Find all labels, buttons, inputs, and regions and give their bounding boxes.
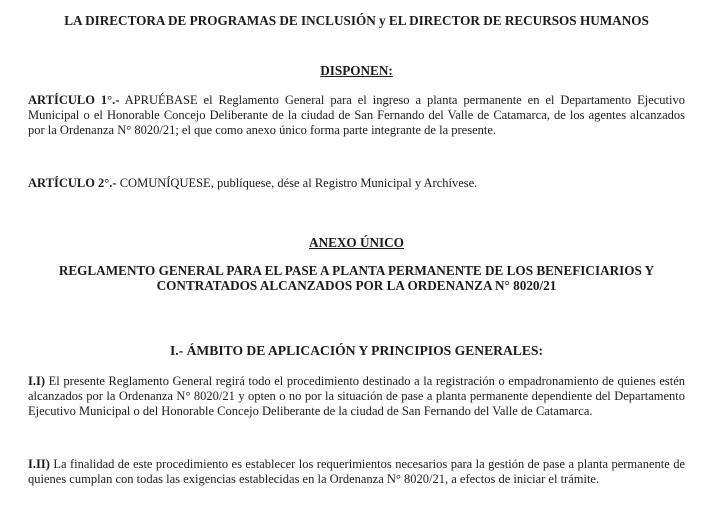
articulo-2: [28, 176, 685, 191]
articulo-1-label: ARTÍCULO 1°.-: [28, 93, 120, 107]
anexo-title: ANEXO ÚNICO: [309, 235, 404, 250]
item-1-2-text: La finalidad de este procedimiento es establecer los requerimientos necesarios para la gestión de pase a planta permanente de quienes cumplan con todas las exigencias establecidas en la Ordenanza N° 8020/21, a efectos de iniciar el trámite.: [28, 457, 685, 487]
articulo-2-text: COMUNÍQUESE, publíquese, dése al Registro Municipal y Archívese.: [116, 176, 478, 190]
item-1-1: [28, 374, 685, 420]
articulo-1: [28, 93, 685, 139]
reglamento-title: REGLAMENTO GENERAL PARA EL PASE A PLANTA PERMANENTE DE LOS BENEFICIARIOS Y CONTRATADOS ALCANZADOS POR LA ORDENANZA N° 8020/21: [58, 263, 655, 293]
articulo-2-label: ARTÍCULO 2°.-: [28, 176, 117, 190]
section-title: I.- ÁMBITO DE APLICACIÓN Y PRINCIPIOS GENERALES:: [170, 343, 543, 358]
item-1-2: [28, 457, 685, 487]
item-1-2-label: I.II): [28, 457, 50, 471]
document-heading: LA DIRECTORA DE PROGRAMAS DE INCLUSIÓN y EL DIRECTOR DE RECURSOS HUMANOS: [64, 13, 649, 28]
item-1-1-label: I.I): [28, 374, 46, 388]
disponen-heading: DISPONEN:: [320, 63, 393, 78]
articulo-1-text: APRUÉBASE el Reglamento General para el ingreso a planta permanente en el Departamento Ejecutivo Municipal o el Honorable Concejo Deliberante de la ciudad de San Fernando del Valle de Catamarca, de los agentes alcanzados por la Ordenanza N° 8020/21; el que como anexo único forma parte integrante de la presente.: [28, 93, 685, 138]
item-1-1-text: El presente Reglamento General regirá todo el procedimiento destinado a la registración o empadronamiento de quienes estén alcanzados por la Ordenanza N° 8020/21 y opten o no por la situación de pase a planta permanente dependiente del Departamento Ejecutivo Municipal o del Honorable Concejo Deliberante de la ciudad de San Fernando del Valle de Catamarca.: [28, 374, 685, 419]
